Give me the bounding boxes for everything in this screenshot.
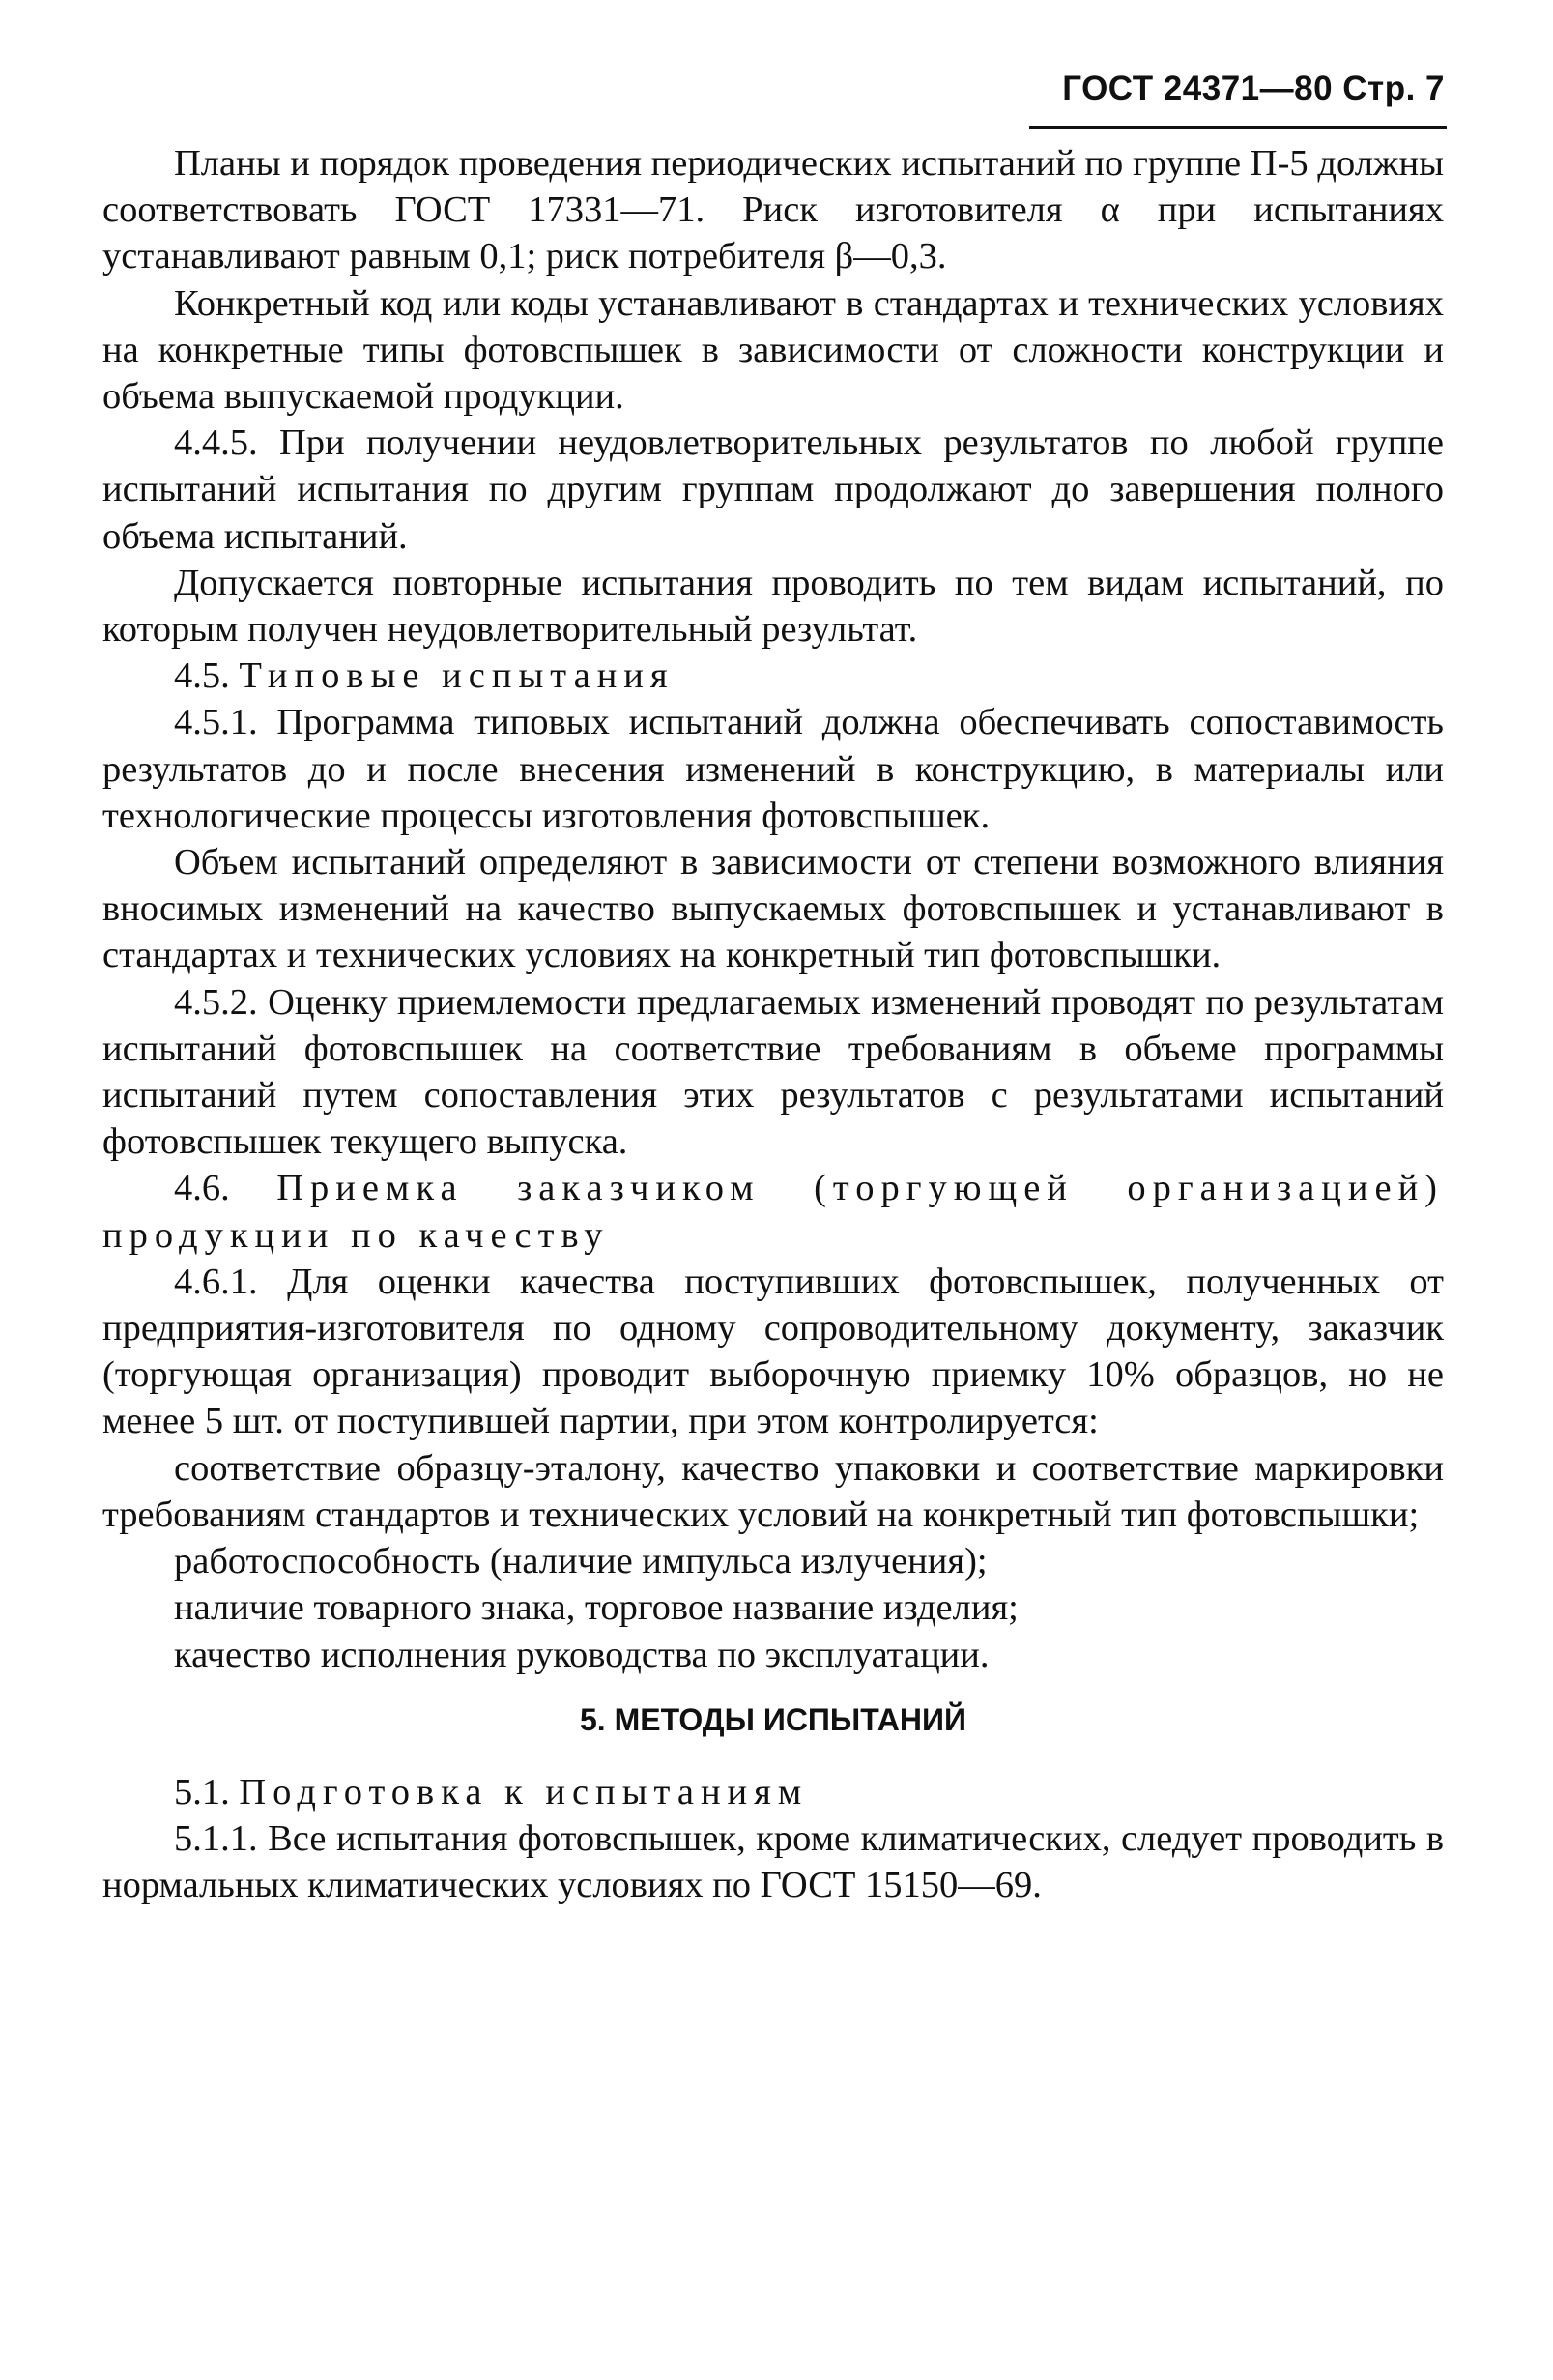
list-item: работоспособность (наличие импульса излучения); <box>174 1541 988 1582</box>
list-item: наличие товарного знака, торговое название изделия; <box>174 1587 1019 1629</box>
heading-title: Подготовка к испытаниям <box>239 1771 809 1813</box>
section-title: 5. МЕТОДЫ ИСПЫТАНИЙ <box>580 1701 966 1737</box>
list-item: соответствие образцу-эталону, качество упаковки и соответствие маркировки требованиям стандартов и технических условий на конкретный тип фотовспышки; <box>102 1447 1444 1535</box>
paragraph: 4.5.1. Программа типовых испытаний должна обеспечивать сопоставимость результатов до и после внесения изменений в конструкцию, в материалы или технологические процессы изготовления фотовспышек. <box>102 702 1444 836</box>
document-body <box>102 140 1444 1908</box>
subsection-heading <box>102 1165 1444 1258</box>
list-item: качество исполнения руководства по эксплуатации. <box>174 1634 990 1675</box>
subsection-heading <box>102 653 1444 699</box>
header-rule <box>1029 126 1447 129</box>
paragraph: 5.1.1. Все испытания фотовспышек, кроме климатических, следует проводить в нормальных климатических условиях по ГОСТ 15150—69. <box>102 1817 1444 1906</box>
paragraph: Планы и порядок проведения периодических испытаний по группе П-5 должны соответствовать ГОСТ 17331—71. Риск изготовителя α при испытаниях устанавливают равным 0,1; риск потребителя β—0,3. <box>102 143 1444 277</box>
heading-number: 4.6. <box>174 1168 230 1209</box>
subsection-heading <box>102 1769 1444 1815</box>
heading-number: 4.5. <box>174 655 230 697</box>
page-header: ГОСТ 24371—80 Стр. 7 <box>1062 70 1445 107</box>
paragraph: 4.5.2. Оценку приемлемости предлагаемых изменений проводят по результатам испытаний фотовспышек на соответствие требованиям в объеме программы испытаний путем сопоставления этих результатов с результатами испытаний фотовспышек текущего выпуска. <box>102 981 1444 1163</box>
paragraph: 4.6.1. Для оценки качества поступивших фотовспышек, полученных от предприятия-изготовителя по одному сопроводительному документу, заказчик (торгующая организация) проводит выборочную приемку 10% образцов, но не менее 5 шт. от поступившей партии, при этом контролируется: <box>102 1261 1444 1442</box>
paragraph: Допускается повторные испытания проводить по тем видам испытаний, по которым получен неудовлетворительный результат. <box>102 562 1444 651</box>
paragraph: Конкретный код или коды устанавливают в стандартах и технических условиях на конкретные типы фотовспышек в зависимости от сложности конструкции и объема выпускаемой продукции. <box>102 282 1444 418</box>
paragraph: 4.4.5. При получении неудовлетворительных результатов по любой группе испытаний испытания по другим группам продолжают до завершения полного объема испытаний. <box>102 422 1444 557</box>
heading-title: Типовые испытания <box>239 655 675 697</box>
heading-number: 5.1. <box>174 1771 230 1813</box>
heading-title: Приемка заказчиком (торгующей организацией) продукции по качеству <box>102 1168 1444 1256</box>
paragraph: Объем испытаний определяют в зависимости от степени возможного влияния вносимых изменений на качество выпускаемых фотовспышек и устанавливают в стандартах и технических условиях на конкретный тип фотовспышки. <box>102 842 1444 976</box>
